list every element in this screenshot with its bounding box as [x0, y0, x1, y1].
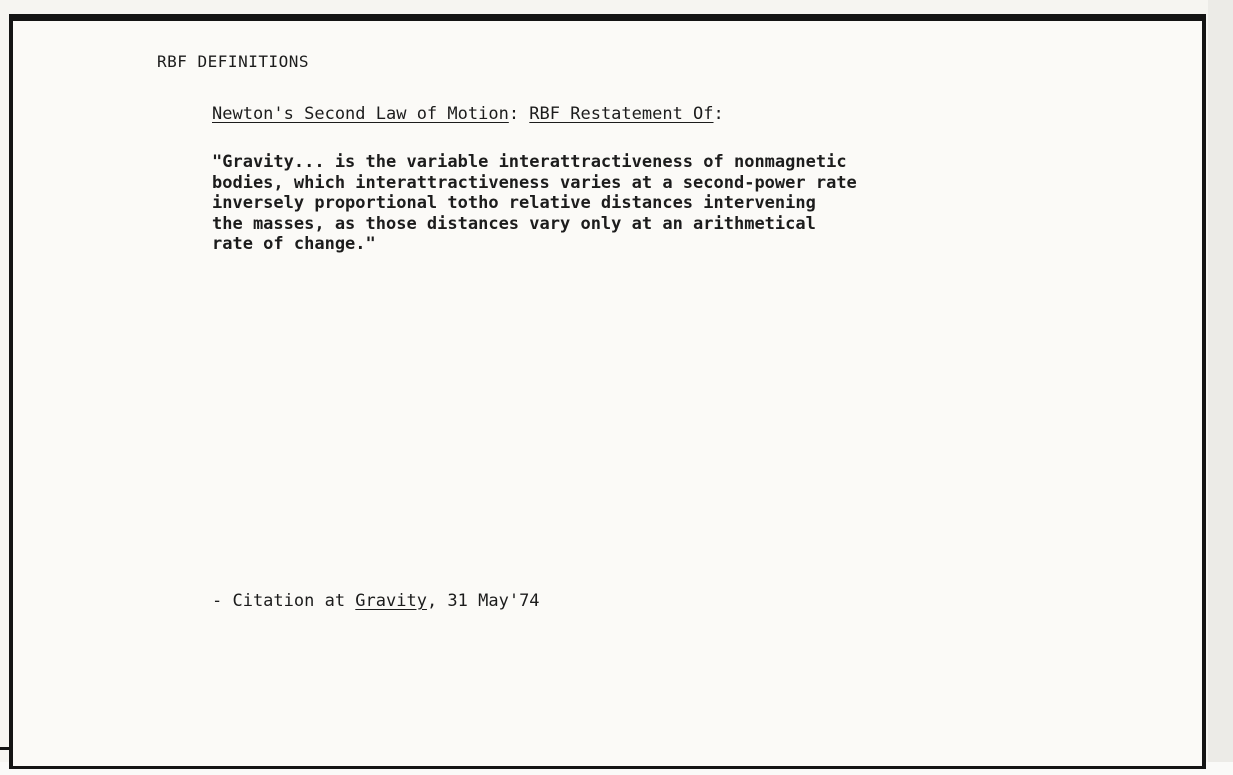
- card-edge-background: [1208, 0, 1233, 775]
- subheading-law-title: Newton's Second Law of Motion: [212, 104, 509, 124]
- subheading-separator: :: [508, 104, 530, 124]
- definition-subheading: [212, 104, 724, 124]
- definition-quote: [212, 152, 857, 255]
- citation-line: [212, 591, 540, 611]
- citation-link: Gravity: [355, 591, 427, 611]
- card-heading: RBF DEFINITIONS: [157, 52, 309, 71]
- quote-line: inversely proportional totho relative distances intervening: [212, 193, 816, 213]
- quote-line: rate of change.": [212, 234, 376, 254]
- citation-prefix: - Citation at: [212, 591, 356, 611]
- definition-card: [9, 14, 1206, 769]
- subheading-end: :: [713, 104, 724, 124]
- citation-suffix: , 31 May'74: [426, 591, 540, 611]
- subheading-restatement-title: RBF Restatement Of: [529, 104, 714, 124]
- quote-line: "Gravity... is the variable interattractiveness of nonmagnetic: [212, 152, 847, 172]
- quote-line: bodies, which interattractiveness varies at a second-power rate: [212, 172, 857, 193]
- quote-line: the masses, as those distances vary only at an arithmetical: [212, 213, 816, 234]
